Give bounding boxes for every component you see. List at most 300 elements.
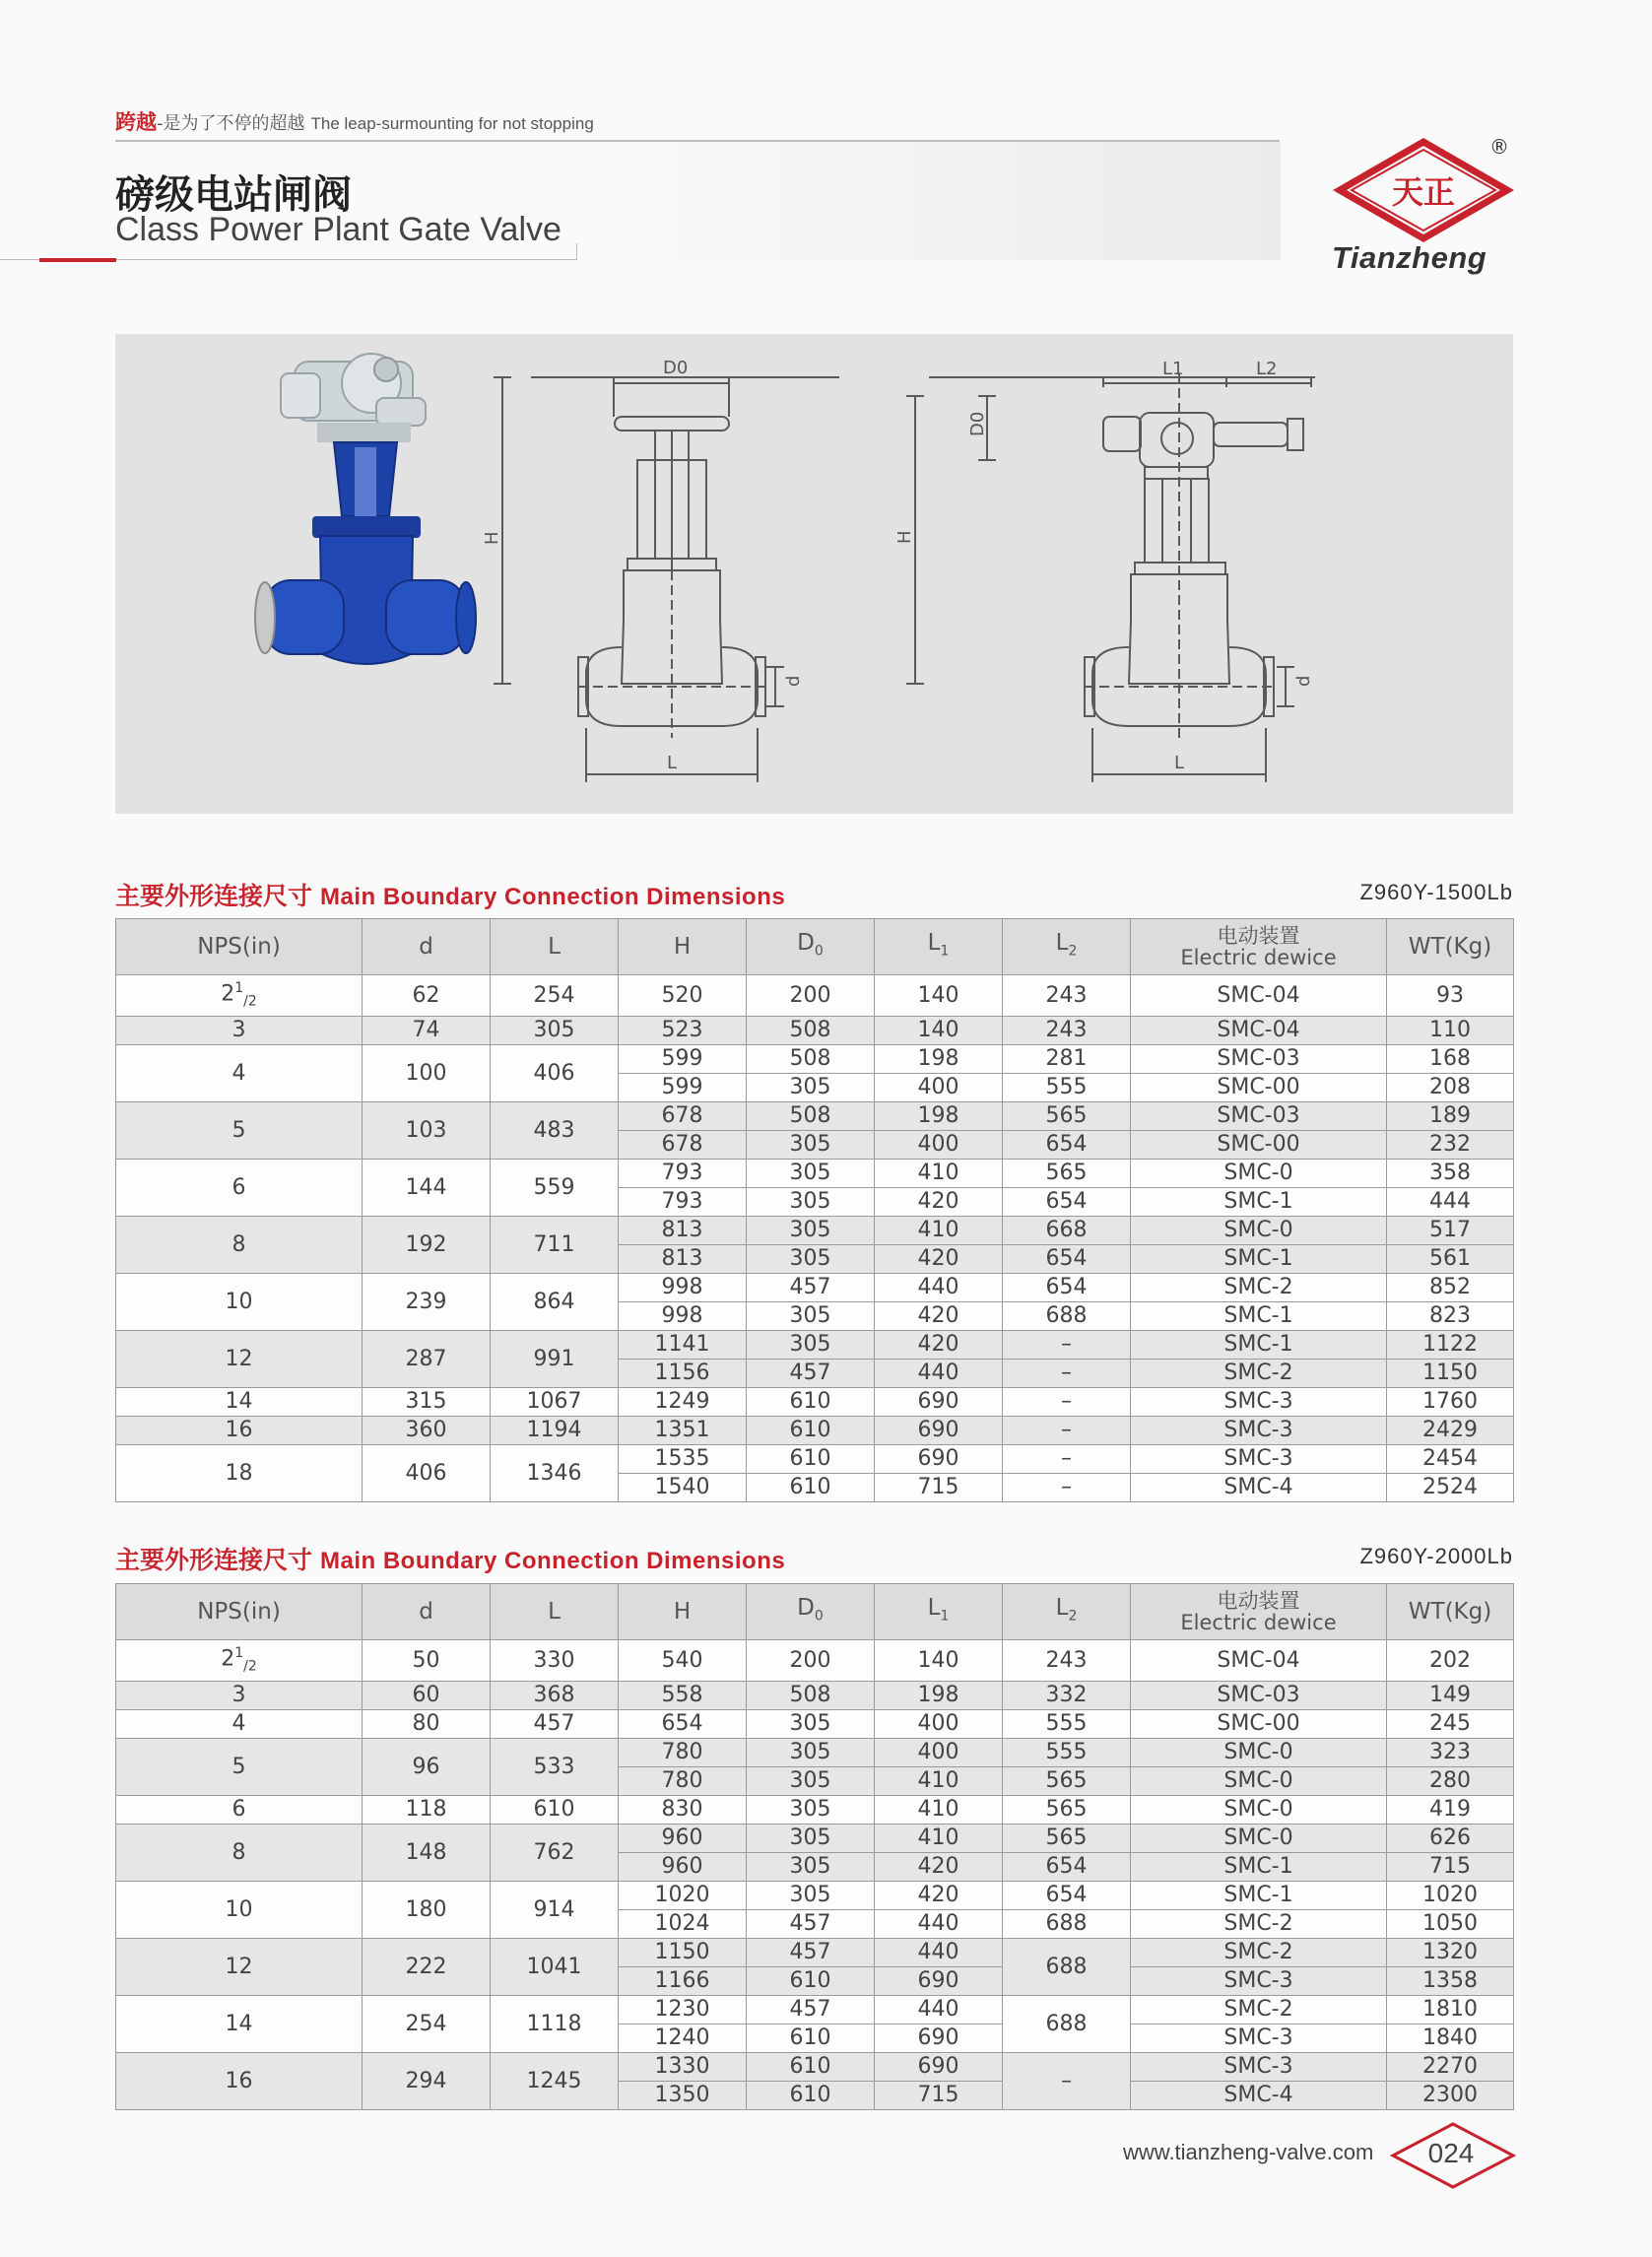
cell-l1: 420 <box>875 1244 1003 1273</box>
cell-electric-device: SMC-3 <box>1131 1444 1387 1473</box>
cell-electric-device: SMC-1 <box>1131 1852 1387 1881</box>
cell-d0: 457 <box>747 1938 875 1966</box>
cell-d0: 305 <box>747 1709 875 1738</box>
cell-l1: 198 <box>875 1101 1003 1130</box>
cell-nps: 14 <box>116 1387 363 1416</box>
cell-d: 287 <box>363 1330 491 1387</box>
cell-nps: 3 <box>116 1016 363 1044</box>
cell-weight: 168 <box>1387 1044 1514 1073</box>
cell-d: 118 <box>363 1795 491 1824</box>
tagline-cn: -是为了不停的超越 <box>157 113 305 134</box>
table-header-row <box>116 1584 1514 1640</box>
cell-d: 360 <box>363 1416 491 1444</box>
cell-h: 1020 <box>619 1881 747 1909</box>
table-row <box>116 1273 1514 1301</box>
section1-heading <box>115 877 785 912</box>
cell-weight: 715 <box>1387 1852 1514 1881</box>
logo-name: Tianzheng <box>1332 240 1487 275</box>
cell-nps: $2^1_{/2}$ <box>116 975 363 1017</box>
cell-weight: 2524 <box>1387 1473 1514 1501</box>
page-title-en: Class Power Plant Gate Valve <box>115 211 562 248</box>
cell-l1: 690 <box>875 2052 1003 2081</box>
cell-electric-device: SMC-0 <box>1131 1159 1387 1187</box>
cell-l2: 654 <box>1003 1852 1131 1881</box>
cell-electric-device: SMC-3 <box>1131 2024 1387 2052</box>
cell-h: 813 <box>619 1216 747 1244</box>
section1-title-cn: 主要外形连接尺寸 <box>115 882 313 910</box>
cell-electric-device: SMC-00 <box>1131 1073 1387 1101</box>
cell-l2: 243 <box>1003 1640 1131 1682</box>
cell-d0: 457 <box>747 1995 875 2024</box>
cell-d: 62 <box>363 975 491 1017</box>
cell-l: 1245 <box>491 2052 619 2109</box>
cell-d0: 305 <box>747 1738 875 1766</box>
cell-nps: 6 <box>116 1159 363 1216</box>
cell-h: 780 <box>619 1738 747 1766</box>
cell-weight: 823 <box>1387 1301 1514 1330</box>
cell-l1: 420 <box>875 1852 1003 1881</box>
cell-d0: 508 <box>747 1681 875 1709</box>
cell-l2: 654 <box>1003 1273 1131 1301</box>
cell-h: 654 <box>619 1709 747 1738</box>
table-row <box>116 1738 1514 1766</box>
cell-l1: 440 <box>875 1909 1003 1938</box>
table-row <box>116 1795 1514 1824</box>
cell-l1: 440 <box>875 1938 1003 1966</box>
label-d0-1: D0 <box>663 358 689 378</box>
cell-weight: 280 <box>1387 1766 1514 1795</box>
cell-d0: 508 <box>747 1044 875 1073</box>
valve-photo <box>255 354 476 664</box>
cell-d0: 610 <box>747 2052 875 2081</box>
cell-d: 50 <box>363 1640 491 1682</box>
label-h-1: H <box>482 531 502 545</box>
cell-l1: 400 <box>875 1073 1003 1101</box>
cell-h: 1540 <box>619 1473 747 1501</box>
cell-l1: 400 <box>875 1709 1003 1738</box>
cell-nps: $2^1_{/2}$ <box>116 1640 363 1682</box>
cell-electric-device: SMC-3 <box>1131 1387 1387 1416</box>
cell-l2: 555 <box>1003 1709 1131 1738</box>
table-row <box>116 1709 1514 1738</box>
product-image-panel <box>115 334 1513 814</box>
table-header-row <box>116 919 1514 975</box>
cell-l2: 281 <box>1003 1044 1131 1073</box>
cell-weight: 245 <box>1387 1709 1514 1738</box>
cell-l: 406 <box>491 1044 619 1101</box>
cell-h: 523 <box>619 1016 747 1044</box>
table-row <box>116 1681 1514 1709</box>
cell-electric-device: SMC-0 <box>1131 1216 1387 1244</box>
cell-electric-device: SMC-1 <box>1131 1244 1387 1273</box>
tagline-cn-strong: 跨越 <box>115 110 157 134</box>
cell-nps: 12 <box>116 1938 363 1995</box>
cell-d: 148 <box>363 1824 491 1881</box>
cell-nps: 8 <box>116 1216 363 1273</box>
cell-h: 1150 <box>619 1938 747 1966</box>
cell-d0: 508 <box>747 1016 875 1044</box>
cell-h: 1240 <box>619 2024 747 2052</box>
cell-nps: 16 <box>116 1416 363 1444</box>
cell-h: 830 <box>619 1795 747 1824</box>
cell-l1: 140 <box>875 975 1003 1017</box>
cell-electric-device: SMC-2 <box>1131 1938 1387 1966</box>
label-l1: L1 <box>1162 359 1184 379</box>
col-l2: $L_2$ <box>1003 1584 1131 1640</box>
cell-electric-device: SMC-3 <box>1131 1416 1387 1444</box>
cell-electric-device: SMC-03 <box>1131 1101 1387 1130</box>
cell-electric-device: SMC-1 <box>1131 1301 1387 1330</box>
label-h-2: H <box>894 530 915 544</box>
section1-title-en: Main Boundary Connection Dimensions <box>320 884 786 910</box>
cell-weight: 93 <box>1387 975 1514 1017</box>
cell-d: 315 <box>363 1387 491 1416</box>
cell-electric-device: SMC-2 <box>1131 1995 1387 2024</box>
header-shade <box>552 142 1281 260</box>
cell-electric-device: SMC-4 <box>1131 2081 1387 2109</box>
cell-h: 678 <box>619 1130 747 1159</box>
cell-h: 1141 <box>619 1330 747 1359</box>
cell-d0: 457 <box>747 1909 875 1938</box>
cell-l2: 243 <box>1003 1016 1131 1044</box>
product-illustrations <box>115 334 1513 814</box>
title-tick <box>576 243 577 260</box>
cell-electric-device: SMC-4 <box>1131 1473 1387 1501</box>
cell-l2: 565 <box>1003 1795 1131 1824</box>
cell-h: 1350 <box>619 2081 747 2109</box>
cell-nps: 10 <box>116 1273 363 1330</box>
cell-h: 780 <box>619 1766 747 1795</box>
cell-l: 559 <box>491 1159 619 1216</box>
cell-electric-device: SMC-0 <box>1131 1824 1387 1852</box>
col-l: L <box>491 1584 619 1640</box>
cell-l2: 688 <box>1003 1995 1131 2052</box>
label-d-1: d <box>783 675 804 687</box>
cell-d0: 457 <box>747 1273 875 1301</box>
cell-nps: 14 <box>116 1995 363 2052</box>
cell-h: 558 <box>619 1681 747 1709</box>
cell-d0: 305 <box>747 1073 875 1101</box>
cell-l: 254 <box>491 975 619 1017</box>
cell-d0: 610 <box>747 1966 875 1995</box>
cell-l1: 690 <box>875 2024 1003 2052</box>
cell-l2: 654 <box>1003 1244 1131 1273</box>
section2-heading <box>115 1541 785 1576</box>
tagline <box>115 106 594 136</box>
cell-l2: – <box>1003 2052 1131 2109</box>
cell-d: 100 <box>363 1044 491 1101</box>
table-row <box>116 1938 1514 1966</box>
cell-weight: 1150 <box>1387 1359 1514 1387</box>
col-electric-device: 电动装置 Electric dewice <box>1131 1584 1387 1640</box>
section1-model: Z960Y-1500Lb <box>1359 880 1513 904</box>
label-d-2: d <box>1293 675 1314 687</box>
cell-l2: 668 <box>1003 1216 1131 1244</box>
cell-nps: 4 <box>116 1709 363 1738</box>
cell-l2: 688 <box>1003 1909 1131 1938</box>
cell-l2: 332 <box>1003 1681 1131 1709</box>
cell-d0: 610 <box>747 1473 875 1501</box>
cell-d0: 610 <box>747 2024 875 2052</box>
cell-l: 1118 <box>491 1995 619 2052</box>
cell-weight: 358 <box>1387 1159 1514 1187</box>
cell-h: 998 <box>619 1301 747 1330</box>
cell-h: 599 <box>619 1044 747 1073</box>
cell-l: 610 <box>491 1795 619 1824</box>
cell-nps: 10 <box>116 1881 363 1938</box>
cell-l2: 654 <box>1003 1187 1131 1216</box>
cell-d: 254 <box>363 1995 491 2052</box>
cell-l2: – <box>1003 1416 1131 1444</box>
table-row <box>116 1416 1514 1444</box>
col-nps: NPS(in) <box>116 919 363 975</box>
cell-l1: 140 <box>875 1640 1003 1682</box>
cell-d0: 305 <box>747 1766 875 1795</box>
cell-electric-device: SMC-03 <box>1131 1044 1387 1073</box>
cell-l1: 400 <box>875 1130 1003 1159</box>
cell-electric-device: SMC-03 <box>1131 1681 1387 1709</box>
cell-l1: 715 <box>875 2081 1003 2109</box>
cell-d0: 200 <box>747 975 875 1017</box>
section2-model: Z960Y-2000Lb <box>1359 1544 1513 1568</box>
cell-l1: 410 <box>875 1216 1003 1244</box>
cell-electric-device: SMC-04 <box>1131 1016 1387 1044</box>
spec-table-1500lb <box>115 918 1514 1502</box>
registered-mark: ® <box>1489 135 1509 159</box>
cell-nps: 18 <box>116 1444 363 1501</box>
cell-l1: 198 <box>875 1044 1003 1073</box>
cell-l: 457 <box>491 1709 619 1738</box>
header-rule <box>115 140 1280 142</box>
logo-mark-text: 天正 <box>1391 173 1456 211</box>
cell-d0: 305 <box>747 1130 875 1159</box>
cell-l: 533 <box>491 1738 619 1795</box>
cell-d: 74 <box>363 1016 491 1044</box>
spec-table-2000lb <box>115 1583 1514 2110</box>
col-d: d <box>363 1584 491 1640</box>
cell-d: 103 <box>363 1101 491 1159</box>
cell-l1: 410 <box>875 1159 1003 1187</box>
cell-h: 520 <box>619 975 747 1017</box>
cell-nps: 6 <box>116 1795 363 1824</box>
col-l2: $L_2$ <box>1003 919 1131 975</box>
cell-l2: 654 <box>1003 1881 1131 1909</box>
cell-h: 1249 <box>619 1387 747 1416</box>
cell-d: 294 <box>363 2052 491 2109</box>
cell-l1: 715 <box>875 1473 1003 1501</box>
cell-l1: 400 <box>875 1738 1003 1766</box>
cell-l2: 565 <box>1003 1824 1131 1852</box>
cell-h: 1230 <box>619 1995 747 2024</box>
cell-nps: 16 <box>116 2052 363 2109</box>
cell-nps: 8 <box>116 1824 363 1881</box>
cell-l: 1346 <box>491 1444 619 1501</box>
col-d0: $D_0$ <box>747 919 875 975</box>
cell-h: 1166 <box>619 1966 747 1995</box>
label-l-2: L <box>1174 753 1185 773</box>
cell-weight: 626 <box>1387 1824 1514 1852</box>
page-title-cn: 磅级电站闸阀 <box>115 172 352 218</box>
cell-h: 998 <box>619 1273 747 1301</box>
cell-d0: 610 <box>747 1416 875 1444</box>
cell-h: 540 <box>619 1640 747 1682</box>
cell-h: 1535 <box>619 1444 747 1473</box>
cell-l: 1067 <box>491 1387 619 1416</box>
cell-l1: 410 <box>875 1824 1003 1852</box>
cell-electric-device: SMC-1 <box>1131 1330 1387 1359</box>
table-row <box>116 1387 1514 1416</box>
cell-l: 914 <box>491 1881 619 1938</box>
cell-nps: 3 <box>116 1681 363 1709</box>
cell-l1: 420 <box>875 1301 1003 1330</box>
cell-d0: 305 <box>747 1244 875 1273</box>
cell-weight: 149 <box>1387 1681 1514 1709</box>
cell-weight: 1020 <box>1387 1881 1514 1909</box>
tagline-en: The leap-surmounting for not stopping <box>310 114 594 133</box>
cell-d0: 200 <box>747 1640 875 1682</box>
cell-d0: 305 <box>747 1881 875 1909</box>
cell-nps: 5 <box>116 1101 363 1159</box>
cell-h: 960 <box>619 1852 747 1881</box>
cell-h: 793 <box>619 1159 747 1187</box>
cell-l1: 420 <box>875 1330 1003 1359</box>
cell-electric-device: SMC-3 <box>1131 1966 1387 1995</box>
cell-weight: 561 <box>1387 1244 1514 1273</box>
cell-l1: 198 <box>875 1681 1003 1709</box>
col-l: L <box>491 919 619 975</box>
cell-nps: 4 <box>116 1044 363 1101</box>
cell-l2: – <box>1003 1444 1131 1473</box>
cell-weight: 2429 <box>1387 1416 1514 1444</box>
cell-weight: 852 <box>1387 1273 1514 1301</box>
cell-l1: 440 <box>875 1273 1003 1301</box>
cell-l2: – <box>1003 1387 1131 1416</box>
table-row <box>116 2052 1514 2081</box>
cell-weight: 1358 <box>1387 1966 1514 1995</box>
website-url: www.tianzheng-valve.com <box>1123 2140 1374 2164</box>
cell-h: 793 <box>619 1187 747 1216</box>
table-row <box>116 1824 1514 1852</box>
cell-electric-device: SMC-1 <box>1131 1881 1387 1909</box>
title-accent-bar <box>39 258 116 262</box>
cell-weight: 1320 <box>1387 1938 1514 1966</box>
cell-electric-device: SMC-04 <box>1131 1640 1387 1682</box>
cell-weight: 1760 <box>1387 1387 1514 1416</box>
cell-d0: 610 <box>747 1444 875 1473</box>
cell-h: 1351 <box>619 1416 747 1444</box>
cell-l1: 440 <box>875 1995 1003 2024</box>
cell-weight: 517 <box>1387 1216 1514 1244</box>
section2-title-cn: 主要外形连接尺寸 <box>115 1546 313 1574</box>
cell-weight: 202 <box>1387 1640 1514 1682</box>
col-h: H <box>619 1584 747 1640</box>
cell-l: 330 <box>491 1640 619 1682</box>
cell-l2: 565 <box>1003 1101 1131 1130</box>
cell-l2: 243 <box>1003 975 1131 1017</box>
cell-electric-device: SMC-1 <box>1131 1187 1387 1216</box>
col-d0: $D_0$ <box>747 1584 875 1640</box>
cell-electric-device: SMC-2 <box>1131 1273 1387 1301</box>
label-l2: L2 <box>1256 359 1278 379</box>
cell-weight: 2300 <box>1387 2081 1514 2109</box>
table-row <box>116 1016 1514 1044</box>
cell-d0: 457 <box>747 1359 875 1387</box>
cell-h: 1156 <box>619 1359 747 1387</box>
cell-l: 991 <box>491 1330 619 1387</box>
cell-d0: 305 <box>747 1216 875 1244</box>
cell-l2: 565 <box>1003 1159 1131 1187</box>
cell-l: 305 <box>491 1016 619 1044</box>
table-row <box>116 1995 1514 2024</box>
cell-l2: – <box>1003 1330 1131 1359</box>
cell-d: 80 <box>363 1709 491 1738</box>
cell-l: 762 <box>491 1824 619 1881</box>
cell-l2: – <box>1003 1359 1131 1387</box>
cell-d0: 305 <box>747 1159 875 1187</box>
col-d: d <box>363 919 491 975</box>
cell-weight: 444 <box>1387 1187 1514 1216</box>
section2-title-en: Main Boundary Connection Dimensions <box>320 1548 786 1574</box>
cell-l: 483 <box>491 1101 619 1159</box>
cell-d: 222 <box>363 1938 491 1995</box>
cell-weight: 323 <box>1387 1738 1514 1766</box>
cell-d: 60 <box>363 1681 491 1709</box>
col-weight: WT(Kg) <box>1387 1584 1514 1640</box>
cell-l2: 688 <box>1003 1301 1131 1330</box>
col-electric-device: 电动装置 Electric dewice <box>1131 919 1387 975</box>
cell-d0: 305 <box>747 1187 875 1216</box>
cell-l: 368 <box>491 1681 619 1709</box>
cell-d0: 305 <box>747 1852 875 1881</box>
cell-l2: 565 <box>1003 1766 1131 1795</box>
cell-l: 1041 <box>491 1938 619 1995</box>
cell-l1: 690 <box>875 1444 1003 1473</box>
cell-d: 144 <box>363 1159 491 1216</box>
label-l-1: L <box>667 753 678 773</box>
cell-h: 960 <box>619 1824 747 1852</box>
cell-l2: 555 <box>1003 1073 1131 1101</box>
drawing-handwheel <box>494 377 839 782</box>
table-row <box>116 1640 1514 1682</box>
table-row <box>116 1881 1514 1909</box>
cell-weight: 2270 <box>1387 2052 1514 2081</box>
cell-electric-device: SMC-0 <box>1131 1795 1387 1824</box>
cell-l2: 688 <box>1003 1938 1131 1995</box>
table-row <box>116 1101 1514 1130</box>
cell-electric-device: SMC-04 <box>1131 975 1387 1017</box>
cell-weight: 1810 <box>1387 1995 1514 2024</box>
cell-h: 1024 <box>619 1909 747 1938</box>
table-row <box>116 1159 1514 1187</box>
cell-d: 406 <box>363 1444 491 1501</box>
cell-weight: 1840 <box>1387 2024 1514 2052</box>
cell-l1: 410 <box>875 1766 1003 1795</box>
cell-d0: 610 <box>747 2081 875 2109</box>
cell-l: 864 <box>491 1273 619 1330</box>
cell-weight: 208 <box>1387 1073 1514 1101</box>
table-row <box>116 1444 1514 1473</box>
col-weight: WT(Kg) <box>1387 919 1514 975</box>
cell-l1: 420 <box>875 1187 1003 1216</box>
cell-d0: 305 <box>747 1330 875 1359</box>
cell-l: 1194 <box>491 1416 619 1444</box>
cell-d: 192 <box>363 1216 491 1273</box>
cell-d0: 305 <box>747 1795 875 1824</box>
cell-weight: 110 <box>1387 1016 1514 1044</box>
cell-weight: 189 <box>1387 1101 1514 1130</box>
cell-d0: 305 <box>747 1824 875 1852</box>
cell-h: 678 <box>619 1101 747 1130</box>
